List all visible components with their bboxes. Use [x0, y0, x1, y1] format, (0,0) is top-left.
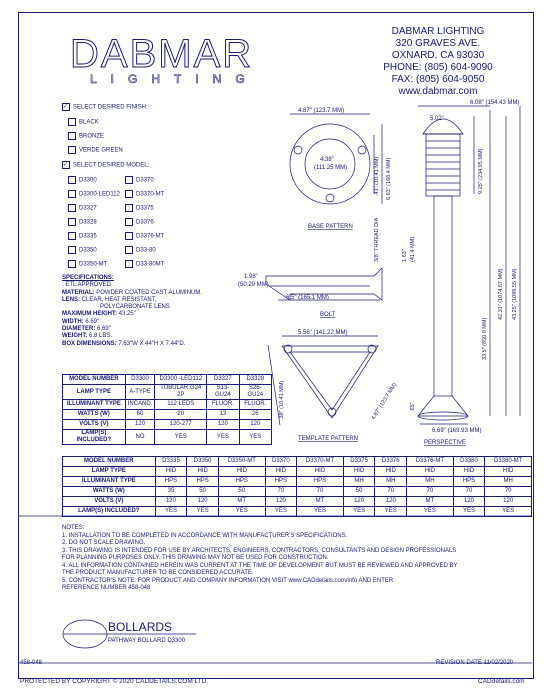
- table-row: ILLUMINANT TYPE HPS HPS HPS HPS HPS MH MH MH HPS MH: [63, 477, 532, 487]
- perspective-608-dim: 6.08" (154.43 MM): [470, 100, 520, 106]
- template-38-dim: .38" (10.41 MM): [279, 380, 285, 420]
- model-option[interactable]: D3370: [125, 176, 154, 185]
- specifications: SPECIFICATIONS: : ETL APPROVED MATERIAL: POWDER COATED CAST ALUMINUM. LENS: CLEAR, HEAT RESISTANT, POLYCARBONATE LENS MAXIMUM HEIGHT: 43.25" WIDTH: 6.69" DIAMETER: 6.69" WEIGHT: 6.8 LBS. BOX DIMENSIONS: 7.63"W X 44"H X 7.44"D.: [62, 275, 262, 348]
- spec-weight: 6.8 LBS.: [89, 333, 113, 340]
- base-663-dim: 6.63" (168.4 MM): [386, 157, 392, 200]
- company-name: DABMAR LIGHTING: [391, 26, 485, 37]
- base-41-dim: .41" (10.41 MM): [374, 156, 380, 196]
- spec-max-height: 43.25": [118, 311, 136, 318]
- model-option[interactable]: D33-80: [125, 246, 156, 255]
- base-bolt-mm: (111.25 MM): [314, 165, 348, 171]
- table-row: WATTS (W) 60 20 13 26: [63, 410, 272, 420]
- table-row: LAMP TYPE HID HID HID HID HID HID HID HID HID HID: [63, 467, 532, 477]
- table-row: VOLTS (V) 120 120-277 120 120: [63, 420, 272, 430]
- spec-etl: : ETL APPROVED: [62, 282, 111, 289]
- note-item: 5. CONTRACTOR'S NOTE: FOR PRODUCT AND COMPANY INFORMATION VISIT www.CADdetails.com/info AND ENTER: [62, 577, 394, 584]
- model-option[interactable]: D3376-MT: [125, 232, 164, 241]
- perspective-label: PERSPECTIVE: [424, 440, 467, 446]
- note-item: REFERENCE NUMBER 458-048: [62, 585, 151, 591]
- model-option[interactable]: D33-80MT: [125, 260, 164, 269]
- table-row: ILLUMINANT TYPE INCAND. 112 LEDS FLUOR. FLUOR.: [63, 400, 272, 410]
- finish-option-verde-green[interactable]: VERDE GREEN: [68, 146, 123, 155]
- company-fax: FAX: (805) 604-9050: [391, 74, 485, 85]
- perspective-65-dim: .65": [410, 402, 416, 412]
- table-row: MODEL NUMBER D3300 D3300 -LED112 D3327 D3328: [63, 375, 272, 385]
- model-option[interactable]: D3350: [68, 246, 97, 255]
- base-pattern-label: BASE PATTERN: [308, 224, 353, 230]
- company-logo: DABMAR: [70, 32, 254, 76]
- bolt-length-dim: 6.5" (165.1 MM): [286, 295, 329, 301]
- bolt-198-dim: 1.98": [244, 274, 258, 280]
- table-row: LAMP TYPE A-TYPE TUBULAR G24 2P S13-GU24 S26-GU24: [63, 385, 272, 400]
- finish-option-black[interactable]: BLACK: [68, 118, 99, 127]
- template-556-dim: 5.56" (141.22 MM): [298, 330, 348, 336]
- template-487-dim: 4.87" (123.7 MM): [370, 381, 399, 422]
- note-item: 3. THIS DRAWING IS INTENDED FOR USE BY ARCHITECTS, ENGINEERS, CONTRACTORS, CONSULTANTS AND DESIGN PROFESSIONALS: [62, 547, 457, 554]
- company-phone: PHONE: (805) 604-9090: [383, 62, 493, 73]
- table-row: LAMP(S) INCLUDED? NO YES YES YES: [63, 430, 272, 445]
- checked-box-icon[interactable]: ✓: [63, 162, 69, 168]
- perspective-925-dim: 9.25" (234.95 MM): [478, 148, 484, 194]
- spec-lens-cont: POLYCARBONATE LENS: [100, 304, 170, 311]
- bolt-198-mm: (50.29 MM): [238, 282, 269, 288]
- checked-box-icon[interactable]: ✓: [63, 104, 69, 110]
- note-item: FOR PLANNING PURPOSES ONLY. THIS DRAWING MAY NOT BE USED FOR CONSTRUCTION.: [62, 555, 329, 561]
- finish-heading: ✓ SELECT DESIRED FINISH:: [63, 104, 148, 111]
- base-width-dim: 4.87" (123.7 MM): [298, 108, 345, 114]
- perspective-335-dim: 33.5" (850.9 MM): [482, 317, 488, 360]
- model-option[interactable]: D3375: [125, 204, 154, 213]
- bollard-perspective-drawing: [418, 106, 520, 424]
- table-row: WATTS (W) 35 50 50 70 70 50 70 70 70 70: [63, 487, 532, 497]
- spec-diameter: 6.69": [97, 326, 111, 333]
- notes-heading: NOTES:: [62, 525, 85, 531]
- model-option[interactable]: D3300-LED112: [68, 190, 120, 199]
- bolt-thread-dim: 3/8" THREAD DIA: [374, 217, 380, 262]
- perspective-4231-dim: 42.31" (1074.67 MM): [498, 268, 504, 320]
- model-heading: ✓ SELECT DESIRED MODEL:: [63, 162, 150, 169]
- table-row: VOLTS (V) 120 120 MT 120 MT 120 120 MT 120 120: [63, 497, 532, 507]
- company-website: www.dabmar.com: [398, 86, 478, 97]
- note-item: 2. DO NOT SCALE DRAWING.: [62, 540, 146, 546]
- drawing-reference-number: 458-048: [20, 660, 43, 666]
- perspective-4325-dim: 43.25" (1098.55 MM): [512, 268, 518, 320]
- spec-box: 7.63"W X 44"H X 7.44"D.: [118, 340, 186, 347]
- revision-date: REVISION DATE 11/02/2020: [436, 660, 514, 666]
- note-item: 1. INSTALLATION TO BE COMPLETED IN ACCORDANCE WITH MANUFACTURER'S SPECIFICATIONS.: [62, 532, 348, 539]
- model-option[interactable]: D3335: [68, 232, 97, 241]
- base-bolt-dim: 4.38": [320, 157, 334, 163]
- bolt-label: BOLT: [320, 312, 336, 318]
- site-link[interactable]: CADdetails.com: [478, 678, 525, 685]
- spec-material: POWDER COATED CAST ALUMINUM.: [96, 289, 203, 296]
- bolt-163-dim: 1.63": [402, 249, 408, 262]
- note-item: THE PRODUCT MANUFACTURER TO BE CONSIDERED ACCURATE.: [62, 570, 254, 576]
- model-option[interactable]: D3300: [68, 176, 97, 185]
- model-option[interactable]: D3328: [68, 218, 97, 227]
- spec-width: 6.69": [85, 318, 100, 325]
- copyright-notice: PROTECTED BY COPYRIGHT © 2020 CADDETAILS.COM LTD.: [20, 678, 209, 685]
- perspective-502-dim: 5.02": [430, 116, 444, 122]
- spec-lens: CLEAR, HEAT RESISTANT,: [81, 296, 157, 303]
- drawing-subtitle: PATHWAY BOLLARD D3300: [108, 638, 186, 644]
- table-row: MODEL NUMBER D3335 D3350 D3350-MT D3370 D3370-MT D3375 D3376 D3376-MT D3380 D3380-MT: [63, 457, 532, 467]
- perspective-669-dim: 6.69" (169.93 MM): [432, 428, 482, 434]
- note-item: 4. ALL INFORMATION CONTAINED HEREIN WAS CURRENT AT THE TIME OF DEVELOPMENT BUT MUST BE REVIEWED AND APPROVED BY: [62, 562, 458, 569]
- notes-section: [62, 525, 532, 593]
- company-address-line2: OXNARD, CA 93030: [391, 50, 485, 61]
- specifications-heading: SPECIFICATIONS:: [62, 275, 114, 281]
- drawing-title: BOLLARDS: [108, 620, 173, 634]
- template-pattern-label: TEMPLATE PATTERN: [298, 436, 359, 442]
- finish-option-bronze[interactable]: BRONZE: [68, 132, 104, 141]
- company-address-line1: 320 GRAVES AVE.: [395, 38, 481, 49]
- model-option[interactable]: D3327: [68, 204, 97, 213]
- model-option[interactable]: D3376: [125, 218, 154, 227]
- bolt-163-mm: (41.4 MM): [410, 236, 416, 262]
- company-logo-subtitle: LIGHTING: [90, 72, 259, 86]
- base-pattern-drawing: [290, 114, 382, 204]
- model-option[interactable]: D3370-MT: [125, 190, 164, 199]
- table-row: LAMP(S) INCLUDED? YES YES YES YES YES YES YES YES YES YES: [63, 507, 532, 517]
- model-option[interactable]: D3350-MT: [68, 260, 107, 269]
